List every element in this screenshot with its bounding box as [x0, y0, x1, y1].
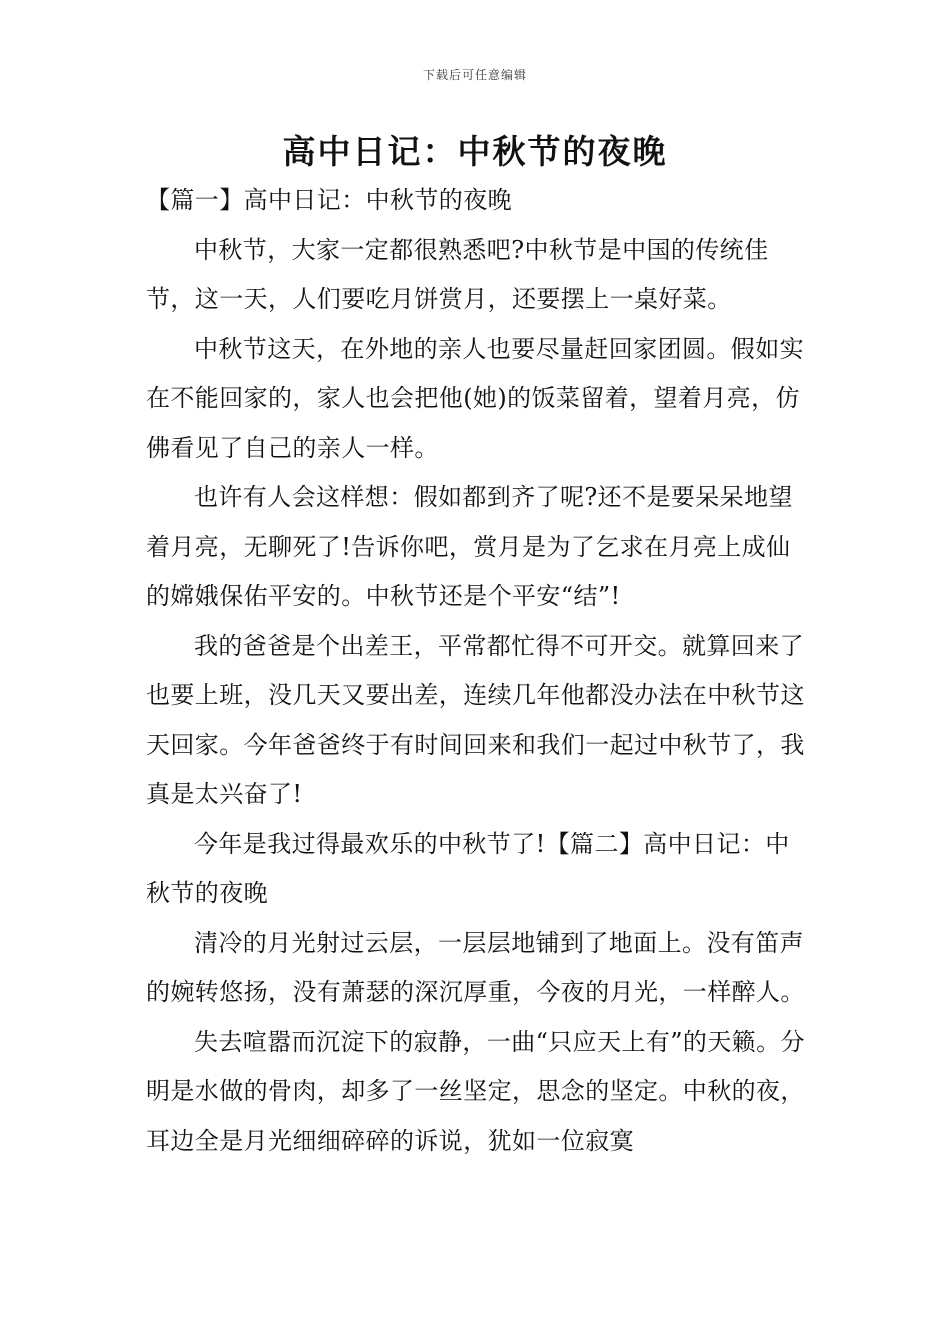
paragraph: 我的爸爸是个出差王，平常都忙得不可开交。就算回来了也要上班，没几天又要出差，连续几年他都没办法在中秋节这天回家。今年爸爸终于有时间回来和我们一起过中秋节了，我真是太兴奋了!	[146, 631, 805, 808]
document-body	[146, 176, 810, 1166]
paragraph: 清冷的月光射过云层，一层层地铺到了地面上。没有笛声的婉转悠扬，没有萧瑟的深沉厚重，今夜的月光，一样醉人。	[146, 928, 805, 1006]
section-heading: 【篇一】高中日记：中秋节的夜晚	[146, 186, 512, 214]
document-title: 高中日记：中秋节的夜晚	[282, 132, 668, 171]
paragraph: 失去喧嚣而沉淀下的寂静，一曲“只应天上有”的天籁。分明是水做的骨肉，却多了一丝坚定，思念的坚定。中秋的夜，耳边全是月光细细碎碎的诉说，犹如一位寂寞	[146, 1027, 805, 1155]
page-header-note: 下载后可任意编辑	[422, 68, 527, 82]
paragraph: 中秋节这天，在外地的亲人也要尽量赶回家团圆。假如实在不能回家的，家人也会把他(她)的饭菜留着，望着月亮，仿佛看见了自己的亲人一样。	[146, 334, 804, 462]
paragraph: 今年是我过得最欢乐的中秋节了!【篇二】高中日记：中秋节的夜晚	[146, 829, 790, 907]
paragraph: 中秋节，大家一定都很熟悉吧?中秋节是中国的传统佳节，这一天，人们要吃月饼赏月，还要摆上一桌好菜。	[146, 235, 769, 313]
paragraph: 也许有人会这样想：假如都到齐了呢?还不是要呆呆地望着月亮，无聊死了!告诉你吧，赏月是为了乞求在月亮上成仙的嫦娥保佑平安的。中秋节还是个平安“结”!	[146, 483, 793, 610]
